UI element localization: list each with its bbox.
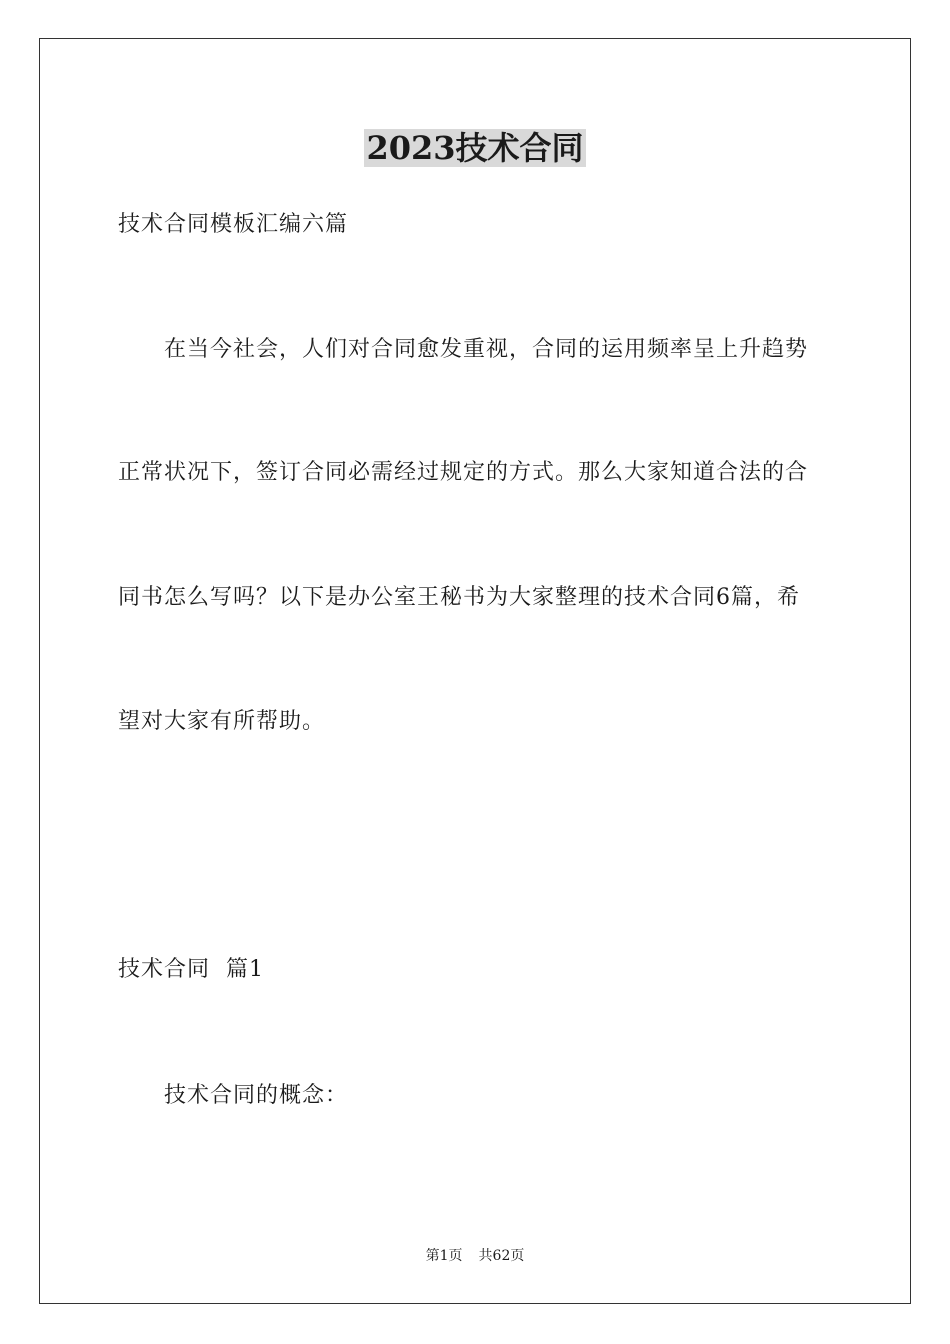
intro-line-2: 正常状况下，签订合同必需经过规定的方式。那么大家知道合法的合 xyxy=(118,460,809,485)
page-number: 第1页 xyxy=(425,1248,463,1264)
intro-line-4: 望对大家有所帮助。 xyxy=(118,709,326,734)
document-title xyxy=(0,128,950,168)
page-total: 共62页 xyxy=(478,1248,525,1264)
document-subtitle: 技术合同模板汇编六篇 xyxy=(118,212,349,237)
page-footer xyxy=(0,1247,950,1265)
section-heading: 技术合同 篇1 xyxy=(118,957,264,982)
intro-line-1: 在当今社会，人们对合同愈发重视，合同的运用频率呈上升趋势 xyxy=(164,337,809,362)
document-title-text: 2023技术合同 xyxy=(366,129,584,167)
intro-line-3: 同书怎么写吗？以下是办公室王秘书为大家整理的技术合同6篇，希 xyxy=(118,585,800,610)
section-first-line: 技术合同的概念： xyxy=(164,1083,349,1108)
